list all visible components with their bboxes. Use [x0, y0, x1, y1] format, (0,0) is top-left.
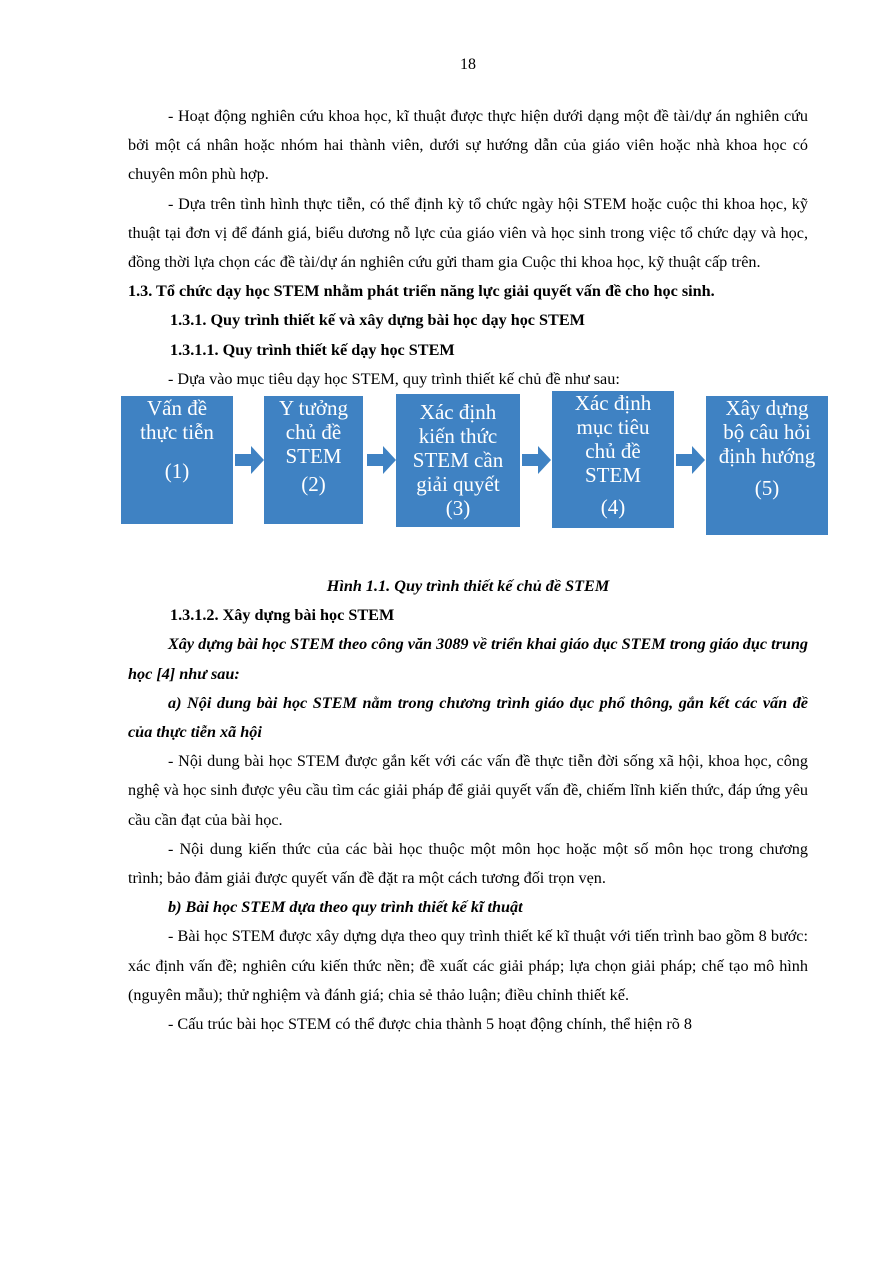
section-a-title: a) Nội dung bài học STEM nằm trong chương trình giáo dục phổ thông, gắn kết các vấn đề của thực tiễn xã hội [128, 693, 808, 742]
section-heading-1-3-1-2: 1.3.1.2. Xây dựng bài học STEM [170, 606, 395, 625]
flow-step-line: Vấn đề [146, 396, 208, 421]
flow-step-line: STEM cần [412, 448, 504, 473]
section-heading-1-3-1-1: 1.3.1.1. Quy trình thiết kế dạy học STEM [170, 340, 455, 359]
flow-step-line: giải quyết [416, 472, 500, 497]
flow-step-line: Xác định [574, 391, 652, 416]
paragraph: - Cấu trúc bài học STEM có thể được chia thành 5 hoạt động chính, thể hiện rõ 8 [168, 1015, 692, 1034]
flow-step-line: (5) [754, 476, 780, 501]
flow-step-line: thực tiễn [140, 420, 214, 445]
process-flow-diagram [124, 391, 816, 572]
flow-step-3 [396, 394, 520, 527]
arrow-right-icon [676, 445, 706, 475]
flow-step-line: Y tưởng [279, 396, 348, 421]
flow-step-line: (4) [600, 495, 626, 520]
flow-step-line: STEM [285, 444, 342, 469]
flow-step-line: mục tiêu [576, 415, 650, 440]
arrow-right-icon [235, 445, 265, 475]
paragraph: - Dựa vào mục tiêu dạy học STEM, quy trình thiết kế chủ đề như sau: [168, 369, 620, 388]
flow-step-line: chủ đề [585, 439, 641, 464]
paragraph: - Nội dung kiến thức của các bài học thuộc một môn học hoặc một số môn học trong chương trình; bảo đảm giải được quyết vấn đề đặt ra một cách tương đối trọn vẹn. [128, 839, 808, 888]
paragraph: - Bài học STEM được xây dựng dựa theo quy trình thiết kế kĩ thuật với tiến trình bao gồm 8 bước: xác định vấn đề; nghiên cứu kiến thức nền; đề xuất các giải pháp; lựa chọn giải pháp; chế tạo mô hình (nguyên mẫu); thử nghiệm và đánh giá; chia sẻ thảo luận; điều chỉnh thiết kế. [128, 927, 808, 1004]
section-heading-1-3: 1.3. Tổ chức dạy học STEM nhằm phát triển năng lực giải quyết vấn đề cho học sinh. [128, 282, 715, 301]
arrow-right-icon [367, 445, 397, 475]
flow-step-line: (1) [164, 459, 190, 484]
flow-step-line: Xác định [419, 400, 497, 425]
flow-step-2 [264, 396, 363, 524]
page-body [128, 102, 816, 1039]
section-b-title: b) Bài học STEM dựa theo quy trình thiết kế kĩ thuật [168, 898, 523, 917]
flow-step-line: STEM [584, 463, 641, 488]
flow-step-line: (2) [301, 472, 326, 497]
lesson-intro: Xây dựng bài học STEM theo công văn 3089 về triển khai giáo dục STEM trong giáo dục trung học [4] như sau: [128, 635, 808, 683]
flow-step-line: (3) [445, 496, 471, 521]
flow-step-line: kiến thức [418, 424, 498, 449]
paragraph: - Dựa trên tình hình thực tiễn, có thể định kỳ tổ chức ngày hội STEM hoặc cuộc thi khoa học, kỹ thuật tại đơn vị để đánh giá, biểu dương nỗ lực của giáo viên và học sinh trong việc tổ chức dạy và học, đồng thời lựa chọn các đề tài/dự án nghiên cứu gửi tham gia Cuộc thi khoa học, kỹ thuật cấp trên. [128, 194, 808, 272]
paragraph: - Hoạt động nghiên cứu khoa học, kĩ thuật được thực hiện dưới dạng một đề tài/dự án nghiên cứu bởi một cá nhân hoặc nhóm hai thành viên, dưới sự hướng dẫn của giáo viên hoặc nhà khoa học có chuyên môn phù hợp. [128, 107, 808, 184]
page-number: 18 [460, 56, 476, 73]
paragraph: - Nội dung bài học STEM được gắn kết với các vấn đề thực tiễn đời sống xã hội, khoa học, công nghệ và học sinh được yêu cầu tìm các giải pháp để giải quyết vấn đề, chiếm lĩnh kiến thức, đáp ứng yêu cầu cần đạt của bài học. [128, 752, 808, 829]
flow-step-line: chủ đề [285, 420, 342, 445]
flow-step-5 [706, 396, 828, 535]
flow-step-4 [552, 391, 674, 528]
flow-step-1 [121, 396, 233, 524]
figure-caption: Hình 1.1. Quy trình thiết kế chủ đề STEM [326, 577, 610, 596]
flow-step-line: Xây dựng [725, 396, 809, 421]
arrow-right-icon [522, 445, 552, 475]
flow-step-line: bộ câu hỏi [723, 420, 811, 445]
section-heading-1-3-1: 1.3.1. Quy trình thiết kế và xây dựng bài học dạy học STEM [170, 311, 585, 330]
flow-step-line: định hướng [718, 444, 816, 469]
